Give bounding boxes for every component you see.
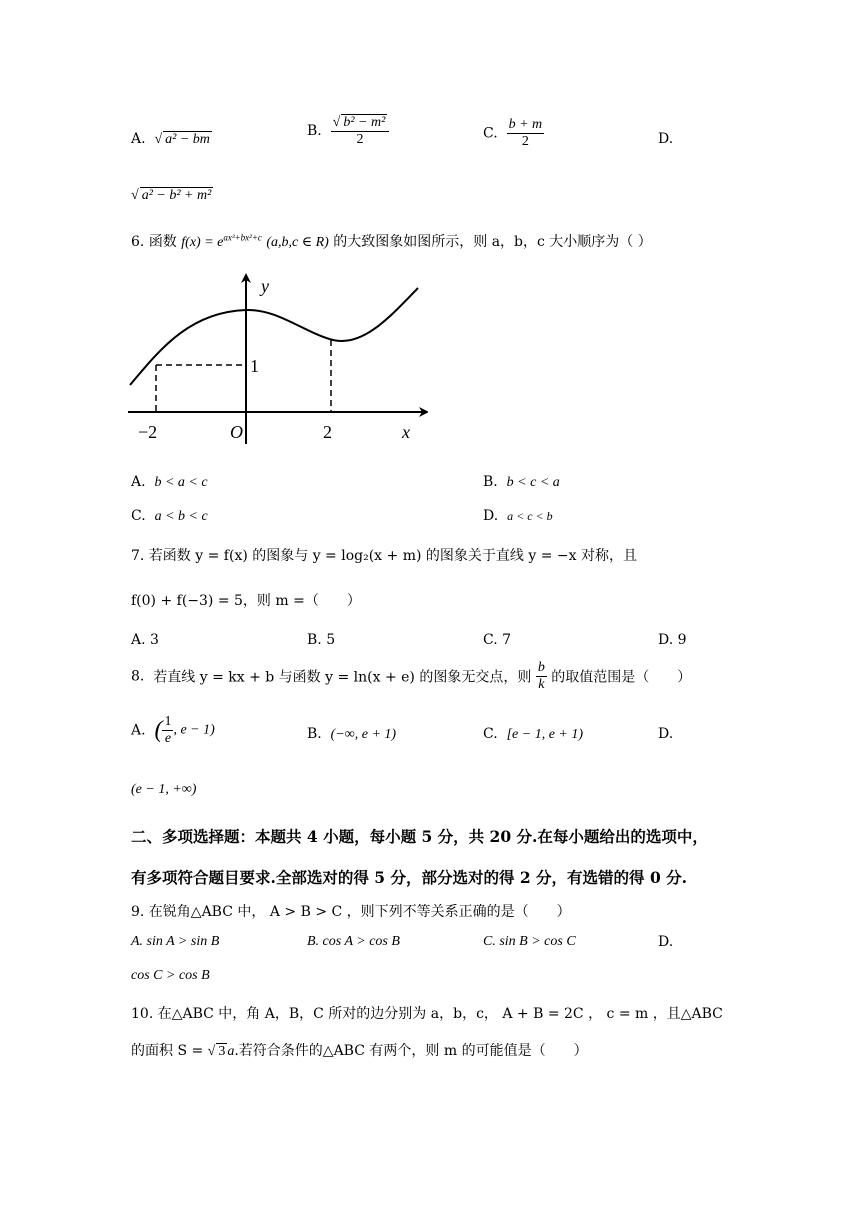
q6-graph [128, 272, 428, 444]
q9-option-d-label: D. [658, 934, 674, 950]
tick-2: 2 [323, 422, 332, 442]
q8-option-a: A. ( $\frac{1}{e}$ , e − 1) [131, 714, 215, 747]
q7-stem-line2: f(0) + f(−3) = 5，则 m =（ ） [131, 593, 361, 609]
q7-option-d: D. 9 [658, 632, 687, 648]
q7-option-c: C. 7 [483, 632, 512, 648]
q6-option-a: A. b < a < c [131, 474, 208, 490]
q8-option-b: B. (−∞, e + 1) [307, 726, 397, 742]
q10-stem-line2: 的面积 S = √ 3 a.若符合条件的△ABC 有两个，则 m 的可能值是（ ） [131, 1043, 588, 1059]
q7-option-a: A. 3 [131, 632, 159, 648]
q8-option-c: C. [e − 1, e + 1) [483, 726, 584, 742]
q5-option-a: A. √ a² − bm [131, 131, 210, 147]
q8-option-d-text: (e − 1, +∞) [131, 782, 197, 797]
section2-line2: 有多项符合题目要求.全部选对的得 5 分，部分选对的得 2 分，有选错的得 0 分. [131, 868, 688, 887]
q8-option-d-label: D. [658, 726, 674, 742]
q5-option-d-expr: √ a² − b² + m² [131, 188, 212, 203]
q6-option-c: C. a < b < c [131, 508, 208, 524]
q5-option-b: B. $\frac{\text{√ b² − m²}}{2}$ [307, 114, 389, 148]
y-label: y [261, 276, 269, 296]
q9-option-a: A. sin A > sin B [131, 934, 220, 949]
q9-option-c: C. sin B > cos C [483, 934, 576, 949]
q5-option-d-label: D. [658, 131, 674, 147]
q9-option-b: B. cos A > cos B [307, 934, 400, 949]
tick-1: 1 [250, 356, 259, 376]
q10-stem-line1: 10. 在△ABC 中，角 A，B，C 所对的边分别为 a，b，c， A + B = 2C ， c = m ，且△ABC [131, 1006, 723, 1022]
q6-option-d: D. a < c < b [483, 508, 553, 524]
q9-stem: 9. 在锐角△ABC 中， A > B > C ，则下列不等关系正确的是（ ） [131, 904, 571, 920]
origin-label: O [230, 422, 243, 442]
q5-a-expr: a² − bm [165, 132, 210, 147]
q7-option-b: B. 5 [307, 632, 336, 648]
curve [130, 288, 418, 385]
q6-stem: 6. 函数 $f(x) = e^{ax^3+bx^2+c}$ (a,b,c ∈ R) 的大致图象如图所示，则 a，b，c 大小顺序为（ ） [131, 232, 652, 250]
tick-neg2: −2 [138, 422, 158, 442]
section2-line1: 二、多项选择题：本题共 4 小题，每小题 5 分，共 20 分.在每小题给出的选项中， [131, 827, 708, 846]
q6-option-b: B. b < c < a [483, 474, 560, 490]
q8-stem: 8. 若直线 y = kx + b 与函数 y = ln(x + e) 的图象无交点，则 $\frac{b}{k}$ 的取值范围是（ ） [131, 660, 692, 693]
q5-option-c: C. $\frac{b + m}{2}$ [483, 117, 543, 150]
q7-stem-line1: 7. 若函数 y = f(x) 的图象与 y = log₂(x + m) 的图象关于直线 y = −x 对称，且 [131, 548, 637, 564]
q9-option-d-text: cos C > cos B [131, 968, 210, 983]
x-label: x [402, 422, 410, 442]
